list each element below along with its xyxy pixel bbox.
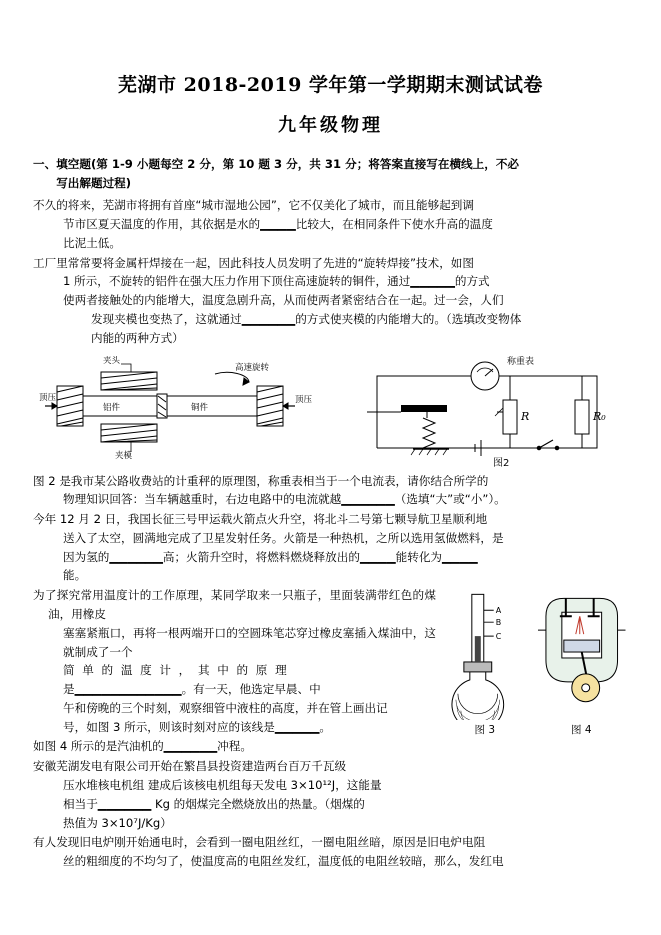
title-block [0,0,661,137]
figure-1-label-bottom-clamp: 夹模 [115,450,133,460]
exam-content [0,155,661,871]
question-1 [33,196,627,252]
question-7-line-2: 压水堆核电机组 建成后该核电机组每天发电 3×10¹²J，这能量 [63,778,382,792]
figure-1-label-high-speed: 高速旋转 [235,362,270,373]
figure-row-1-2 [33,352,627,470]
question-5-line-6: 号，如图 3 所示，则该时刻对应的该线是▁▁▁▁▁。 [63,719,332,734]
figure-3-caption: 图 3 [474,724,496,737]
question-5-line-2: 塞塞紧瓶口，再将一根两端开口的空圆珠笔芯穿过橡皮塞插入煤油中，这就制成了一个 [63,625,436,659]
figure-1-label-left-press: 顶压 [39,392,57,403]
question-5-line-3: 简 单 的 温 度 计 ， 其 中 的 原 理 [63,663,289,678]
question-5-line-4: 是▁▁▁▁▁▁▁▁▁▁▁▁。有一天，他选定早晨、中 [63,682,321,697]
question-1-line-1: 不久的将来，芜湖市将拥有首座“城市湿地公园”，它不仅美化了城市，而且能够起到调 [33,198,474,213]
question-4-line-2: 送入了太空，圆满地完成了卫星发射任务。火箭是一种热机，之所以选用氢做燃料，是 [63,530,504,545]
figure-1-label-right-press: 顶压 [295,394,313,405]
question-5-line-1: 为了探究常用温度计的工作原理，某同学取来一只瓶子，里面装满带红色的煤油，用橡皮 [33,588,436,621]
question-8 [33,833,627,871]
question-6 [33,737,627,756]
question-7-line-3: 相当于▁▁▁▁▁▁ Kg 的烟煤完全燃烧放出的热量。（烟煤的 [63,796,365,811]
figure-1-diagram [39,356,339,460]
figure-3-label-a: A [495,606,502,616]
page-subtitle: 九年级物理 [278,115,383,136]
question-3 [33,472,627,510]
figure-2-label-r0: R₀ [593,409,606,423]
question-2-line-2: 1 所示，不旋转的铝件在强大压力作用下顶住高速旋转的铜件，通过▁▁▁▁▁的方式 [63,274,490,289]
figure-1-label-part-right: 铜件 [191,402,209,413]
question-8-line-1: 有人发现旧电炉刚开始通电时，会看到一圈电阻丝红，一圈电阻丝暗，原因是旧电炉电阻 [33,835,486,850]
question-7 [33,757,627,832]
question-6-line-1: 如图 4 所示的是汽油机的▁▁▁▁▁▁冲程。 [33,739,252,754]
question-7-line-1: 安徽芜湖发电有限公司开始在繁昌县投资建造两台百万千瓦级 [33,759,347,774]
question-2-line-4: 发现夹模也变热了，这就通过▁▁▁▁▁▁的方式使夹模的内能增大的。（选填改变物体 [91,311,522,326]
question-5 [33,586,627,736]
figure-4-caption: 图 4 [570,724,592,737]
question-5-line-5: 午和傍晚的三个时刻，观察细管中液柱的高度，并在管上画出记 [63,700,388,715]
figure-2-label-meter: 称重表 [507,356,535,367]
figure-1-label-part-left: 铝件 [103,402,121,413]
question-2 [33,254,627,348]
question-1-line-2: 节市区夏天温度的作用，其依据是水的▁▁▁▁比较大，在相同条件下使水升高的温度 [63,217,493,232]
question-2-line-5: 内能的两种方式） [91,330,184,345]
figure-3-label-c: C [495,632,502,642]
section-heading [33,155,627,193]
question-3-line-2: 物理知识回答：当车辆越重时，右边电路中的电流就越▁▁▁▁▁▁（选填“大”或“小”）。 [63,492,506,507]
section-heading-line1: 一、填空题(第 1-9 小题每空 2 分，第 10 题 3 分，共 31 分；将答案直接写在横线上，不必 [33,157,520,171]
section-heading-line2: 写出解题过程) [56,176,132,191]
figure-2-caption: 图2 [493,457,510,469]
question-3-line-1: 图 2 是我市某公路收费站的计重秤的原理图，称重表相当于一个电流表，请你结合所学的 [33,473,489,488]
question-8-line-2: 丝的粗细度的不均匀了，使温度高的电阻丝发红，温度低的电阻丝较暗，那么，发红电 [63,854,504,869]
figure-2-label-r: R [521,409,530,423]
page-title: 芜湖市 2018-2019 学年第一学期期末测试试卷 [118,74,543,96]
question-2-line-3: 使两者接触处的内能增大，温度急剧升高，从而使两者紧密结合在一起。过一会，人们 [63,293,504,308]
figure-1-label-top-clamp: 夹头 [103,355,121,366]
question-4-line-1: 今年 12 月 2 日，我国长征三号甲运载火箭点火升空，将北斗二号第七颗导航卫星顺利地 [33,512,488,527]
question-2-line-1: 工厂里常常要将金属杆焊接在一起，因此科技人员发明了先进的“旋转焊接”技术，如图 [33,255,474,270]
question-1-line-3: 比泥土低。 [63,235,121,250]
question-4 [33,510,627,585]
figure-3-label-b: B [495,618,502,628]
figure-2-diagram [357,352,627,470]
question-7-line-4: 热值为 3×10⁷J/Kg） [63,815,172,830]
question-4-line-4: 能。 [63,568,87,583]
question-4-line-3: 因为氢的▁▁▁▁▁▁高；火箭升空时，将燃料燃烧释放出的▁▁▁▁能转化为▁▁▁▁ [63,549,478,564]
